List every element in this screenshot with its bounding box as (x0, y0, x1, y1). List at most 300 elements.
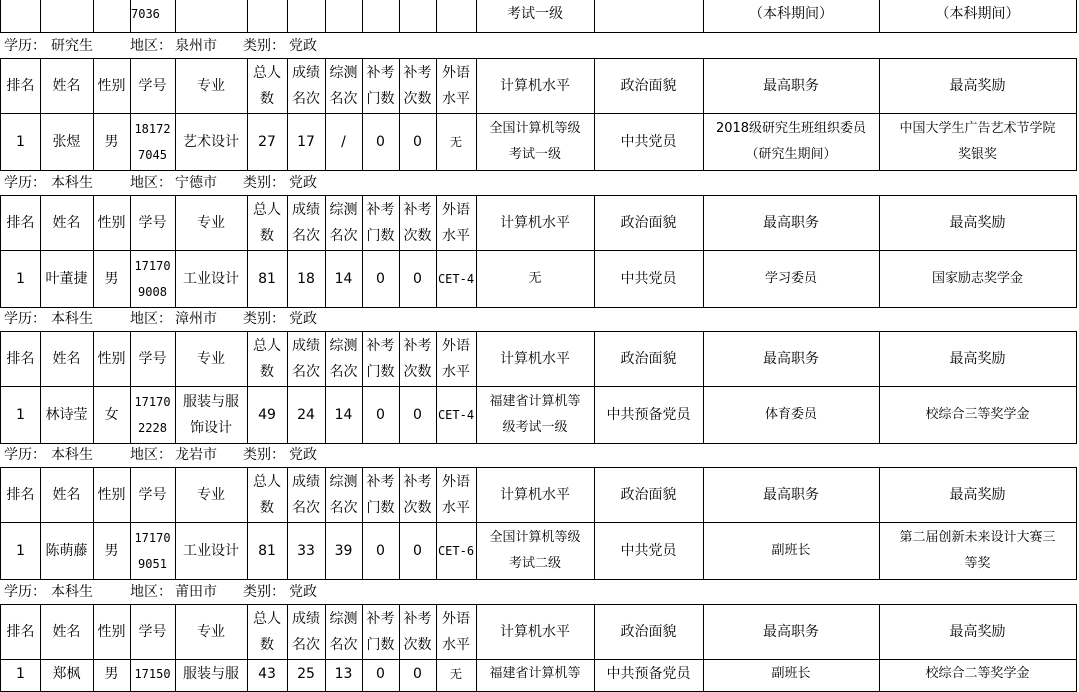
header-name-text: 姓名 (52, 487, 81, 503)
cell-major[interactable] (175, 660, 248, 692)
cell-lang[interactable] (436, 523, 477, 580)
cell-politics-text: 中共预备党员 (606, 407, 691, 423)
cell-rank[interactable] (0, 251, 41, 308)
cell-student-id[interactable] (130, 251, 176, 308)
cell-student-id[interactable] (130, 114, 176, 171)
cell-name[interactable] (40, 523, 94, 580)
cell-award-line: 第二届创新未来设计大赛三 (899, 530, 1056, 545)
header-politics-text: 政治面貌 (620, 215, 677, 231)
cell-name[interactable] (40, 660, 94, 692)
header-student-id[interactable] (130, 195, 176, 251)
header-politics[interactable] (594, 467, 704, 523)
cell-award[interactable] (879, 660, 1077, 692)
fragment-eval-rank-cell[interactable] (325, 0, 363, 33)
header-rank[interactable] (0, 331, 41, 387)
header-total-text (253, 197, 281, 249)
cell-gender[interactable] (93, 251, 131, 308)
header-grade-rank[interactable] (287, 331, 326, 387)
fragment-lang-cell[interactable] (436, 0, 477, 33)
cell-student-id-line: 17150 (134, 667, 171, 681)
header-retake-courses-line: 门数 (366, 500, 395, 516)
cell-gender[interactable] (93, 114, 131, 171)
cell-grade-rank[interactable] (287, 660, 326, 692)
cell-major-line: 饰设计 (190, 420, 232, 436)
fragment-rank-cell[interactable] (0, 0, 41, 33)
region-label: 地区： (130, 447, 172, 463)
header-student-id[interactable] (130, 331, 176, 387)
cell-student-id[interactable] (130, 387, 176, 444)
section-info (0, 308, 1079, 330)
header-grade-rank-line: 成绩 (292, 202, 320, 218)
header-computer[interactable] (476, 467, 595, 523)
header-retake-times-text (404, 333, 432, 385)
cell-computer[interactable] (476, 387, 595, 444)
header-total[interactable] (247, 467, 288, 523)
category-value: 党政 (289, 447, 317, 463)
header-retake-courses-line: 补考 (366, 474, 395, 490)
header-rank[interactable] (0, 195, 41, 251)
cell-computer-line: 级考试一级 (502, 420, 568, 435)
edu-value: 本科生 (51, 311, 93, 327)
header-name-text: 姓名 (52, 215, 81, 231)
fragment-retake-times-cell[interactable] (399, 0, 437, 33)
header-eval-rank-line: 名次 (329, 91, 358, 107)
header-total-line: 数 (260, 91, 274, 107)
header-computer[interactable] (476, 195, 595, 251)
header-politics[interactable] (594, 331, 704, 387)
cell-lang[interactable] (436, 387, 477, 444)
region-label: 地区： (130, 175, 172, 191)
header-position[interactable] (703, 331, 880, 387)
header-student-id[interactable] (130, 58, 176, 114)
header-retake-times[interactable] (399, 58, 437, 114)
header-retake-courses-line: 补考 (366, 202, 395, 218)
cell-student-id[interactable] (130, 523, 176, 580)
cell-eval-rank[interactable] (325, 251, 363, 308)
cell-major-line: 服装与服 (183, 394, 239, 410)
header-grade-rank-text (292, 60, 320, 112)
header-rank[interactable] (0, 604, 41, 660)
cell-award[interactable] (879, 387, 1077, 444)
cell-position[interactable] (703, 660, 880, 692)
cell-gender[interactable] (93, 523, 131, 580)
cell-award[interactable] (879, 114, 1077, 171)
cell-retake-courses[interactable] (362, 251, 400, 308)
header-position-text: 最高职务 (763, 487, 819, 503)
header-grade-rank[interactable] (287, 467, 326, 523)
header-grade-rank-line: 成绩 (292, 474, 320, 490)
header-gender[interactable] (93, 467, 131, 523)
header-lang-line: 水平 (442, 91, 470, 107)
cell-retake-times-text: 0 (413, 271, 422, 287)
cell-retake-courses[interactable] (362, 114, 400, 171)
cell-name[interactable] (40, 114, 94, 171)
fragment-total-cell[interactable] (247, 0, 288, 33)
cell-retake-times[interactable] (399, 523, 437, 580)
cell-grade-rank[interactable] (287, 387, 326, 444)
header-award-text: 最高奖励 (949, 215, 1006, 231)
header-major[interactable] (175, 331, 248, 387)
cell-student-id-text (134, 253, 170, 305)
cell-major[interactable] (175, 251, 248, 308)
cell-computer-text (489, 116, 580, 168)
cell-position[interactable] (703, 387, 880, 444)
cell-major-text (183, 538, 239, 564)
header-total-line: 数 (260, 500, 274, 516)
cell-position-text (765, 402, 817, 428)
header-student-id-text: 学号 (138, 78, 167, 94)
cell-lang-text: 无 (449, 667, 462, 681)
header-eval-rank-line: 综测 (329, 611, 358, 627)
header-name-text: 姓名 (52, 78, 81, 94)
header-name[interactable] (40, 604, 94, 660)
cell-grade-rank[interactable] (287, 114, 326, 171)
cell-eval-rank[interactable] (325, 660, 363, 692)
header-retake-courses-line: 补考 (366, 338, 395, 354)
header-eval-rank-text (330, 606, 358, 658)
header-eval-rank-text (330, 197, 358, 249)
header-total[interactable] (247, 195, 288, 251)
header-award[interactable] (879, 604, 1077, 660)
cell-gender-text: 男 (104, 666, 119, 682)
header-position[interactable] (703, 604, 880, 660)
header-retake-courses[interactable] (362, 58, 400, 114)
cell-computer-line: 考试二级 (508, 556, 561, 571)
header-award[interactable] (879, 195, 1077, 251)
cell-total-text: 81 (258, 271, 276, 287)
header-grade-rank-line: 成绩 (292, 338, 320, 354)
cell-position[interactable] (703, 251, 880, 308)
cell-retake-times[interactable] (399, 251, 437, 308)
header-total-text (253, 333, 281, 385)
header-award-text: 最高奖励 (949, 351, 1006, 367)
header-lang[interactable] (436, 331, 477, 387)
cell-retake-times-text: 0 (413, 543, 422, 559)
header-position[interactable] (703, 467, 880, 523)
cell-rank-text: 1 (16, 407, 25, 423)
header-retake-courses[interactable] (362, 195, 400, 251)
header-name[interactable] (40, 58, 94, 114)
edu-label: 学历： (4, 311, 46, 327)
fragment-computer-cell[interactable] (476, 0, 595, 33)
cell-grade-rank-text: 18 (297, 271, 315, 287)
header-eval-rank[interactable] (325, 467, 363, 523)
header-grade-rank-text (292, 197, 320, 249)
cell-computer[interactable] (476, 114, 595, 171)
cell-computer[interactable] (476, 660, 595, 692)
header-computer[interactable] (476, 58, 595, 114)
header-retake-times-text (404, 469, 432, 521)
cell-major[interactable] (175, 114, 248, 171)
fragment-retake-courses-cell[interactable] (362, 0, 400, 33)
cell-major[interactable] (175, 387, 248, 444)
cell-lang-text: CET-6 (437, 544, 475, 558)
cell-award-line: 等奖 (964, 556, 991, 571)
header-total[interactable] (247, 331, 288, 387)
header-eval-rank[interactable] (325, 604, 363, 660)
fragment-student-id-cell[interactable] (130, 0, 176, 33)
cell-total[interactable] (247, 660, 288, 692)
header-major[interactable] (175, 467, 248, 523)
header-gender[interactable] (93, 58, 131, 114)
header-eval-rank-line: 综测 (329, 338, 358, 354)
cell-politics[interactable] (594, 660, 704, 692)
header-eval-rank[interactable] (325, 195, 363, 251)
cell-rank-text: 1 (16, 666, 25, 682)
cell-retake-times-text: 0 (413, 134, 422, 150)
header-politics[interactable] (594, 195, 704, 251)
cell-position-text (771, 660, 810, 688)
cell-lang[interactable] (436, 660, 477, 692)
header-major[interactable] (175, 195, 248, 251)
header-computer-text: 计算机水平 (500, 215, 570, 231)
header-eval-rank-line: 综测 (329, 202, 358, 218)
header-politics[interactable] (594, 58, 704, 114)
header-retake-courses-line: 门数 (366, 91, 395, 107)
cell-award[interactable] (879, 523, 1077, 580)
header-retake-times[interactable] (399, 331, 437, 387)
header-total-line: 总人 (253, 202, 281, 218)
header-lang-text (442, 197, 470, 249)
cell-rank[interactable] (0, 387, 41, 444)
cell-name-text: 陈萌藤 (45, 543, 88, 559)
region-value: 泉州市 (175, 38, 217, 54)
fragment-grade-rank-cell[interactable] (287, 0, 326, 33)
cell-name[interactable] (40, 387, 94, 444)
header-gender[interactable] (93, 331, 131, 387)
header-lang-line: 水平 (442, 500, 470, 516)
cell-politics[interactable] (594, 114, 704, 171)
cell-computer-line: 福建省计算机等 (489, 666, 581, 681)
header-rank-text: 排名 (6, 487, 35, 503)
cell-position-line: 副班长 (771, 666, 811, 681)
header-major-text: 专业 (197, 487, 225, 503)
header-lang[interactable] (436, 467, 477, 523)
cell-politics-text: 中共党员 (620, 543, 677, 559)
header-total-line: 总人 (253, 338, 281, 354)
header-retake-courses[interactable] (362, 331, 400, 387)
header-eval-rank-line: 名次 (329, 228, 358, 244)
header-grade-rank[interactable] (287, 604, 326, 660)
cell-retake-courses-text: 0 (376, 543, 385, 559)
fragment-award-cell[interactable] (879, 0, 1077, 33)
cell-computer[interactable] (476, 251, 595, 308)
cell-student-id-line: 17170 (134, 395, 171, 409)
fragment-major-cell[interactable] (175, 0, 248, 33)
header-eval-rank-line: 名次 (329, 364, 358, 380)
header-total-line: 数 (260, 228, 274, 244)
header-computer-text: 计算机水平 (500, 624, 570, 640)
cell-lang-text: CET-4 (437, 272, 475, 286)
fragment-position-cell[interactable] (703, 0, 880, 33)
region-value: 莆田市 (175, 584, 217, 600)
cell-gender[interactable] (93, 660, 131, 692)
header-award[interactable] (879, 467, 1077, 523)
cell-grade-rank-text: 17 (297, 134, 315, 150)
cell-eval-rank[interactable] (325, 114, 363, 171)
header-eval-rank-text (330, 469, 358, 521)
header-position-text: 最高职务 (763, 215, 819, 231)
cell-major-line: 服装与服 (183, 666, 239, 682)
header-rank[interactable] (0, 58, 41, 114)
header-retake-times-text (404, 606, 432, 658)
header-retake-times[interactable] (399, 467, 437, 523)
header-rank-text: 排名 (6, 215, 35, 231)
header-lang-line: 水平 (442, 228, 470, 244)
cell-politics[interactable] (594, 251, 704, 308)
fragment-politics-cell[interactable] (594, 0, 704, 33)
cell-retake-times[interactable] (399, 114, 437, 171)
cell-total[interactable] (247, 114, 288, 171)
header-total[interactable] (247, 58, 288, 114)
header-name[interactable] (40, 467, 94, 523)
header-position-text: 最高职务 (763, 78, 819, 94)
cell-rank[interactable] (0, 523, 41, 580)
cell-total[interactable] (247, 251, 288, 308)
header-grade-rank-line: 名次 (292, 500, 320, 516)
cell-position[interactable] (703, 114, 880, 171)
cell-retake-courses-text: 0 (376, 407, 385, 423)
header-retake-courses-line: 补考 (366, 611, 395, 627)
fragment-gender-cell[interactable] (93, 0, 131, 33)
cell-major[interactable] (175, 523, 248, 580)
cell-lang[interactable] (436, 114, 477, 171)
header-retake-times-line: 次数 (403, 637, 432, 653)
edu-value: 研究生 (51, 38, 93, 54)
header-eval-rank[interactable] (325, 58, 363, 114)
category-label: 类别： (243, 38, 285, 54)
header-retake-times[interactable] (399, 604, 437, 660)
header-retake-times[interactable] (399, 195, 437, 251)
cell-eval-rank[interactable] (325, 523, 363, 580)
header-grade-rank[interactable] (287, 195, 326, 251)
edu-label: 学历： (4, 584, 46, 600)
header-politics-text: 政治面貌 (620, 78, 677, 94)
header-computer[interactable] (476, 604, 595, 660)
fragment-award-cell-text: （本科期间） (935, 6, 1020, 22)
cell-grade-rank-text: 33 (297, 543, 315, 559)
header-computer-text: 计算机水平 (500, 351, 570, 367)
cell-retake-times[interactable] (399, 660, 437, 692)
cell-retake-courses[interactable] (362, 387, 400, 444)
cell-rank[interactable] (0, 660, 41, 692)
edu-value: 本科生 (51, 584, 93, 600)
header-politics[interactable] (594, 604, 704, 660)
header-computer[interactable] (476, 331, 595, 387)
header-award[interactable] (879, 331, 1077, 387)
cell-gender[interactable] (93, 387, 131, 444)
header-gender-text: 性别 (97, 78, 126, 94)
category-value: 党政 (289, 175, 317, 191)
header-politics-text: 政治面貌 (620, 487, 677, 503)
cell-student-id-line: 18172 (134, 122, 171, 136)
header-gender[interactable] (93, 604, 131, 660)
cell-position-line: 体育委员 (764, 407, 817, 422)
cell-retake-courses[interactable] (362, 523, 400, 580)
cell-grade-rank[interactable] (287, 523, 326, 580)
cell-total[interactable] (247, 387, 288, 444)
header-eval-rank[interactable] (325, 331, 363, 387)
cell-name-text: 林诗莹 (45, 407, 88, 423)
header-total-text (253, 606, 281, 658)
header-student-id[interactable] (130, 467, 176, 523)
cell-eval-rank[interactable] (325, 387, 363, 444)
header-total-line: 总人 (253, 474, 281, 490)
cell-gender-text: 男 (104, 134, 119, 150)
fragment-name-cell[interactable] (40, 0, 94, 33)
header-eval-rank-line: 名次 (329, 500, 358, 516)
header-retake-courses[interactable] (362, 604, 400, 660)
header-lang[interactable] (436, 604, 477, 660)
category-label: 类别： (243, 175, 285, 191)
header-lang-line: 外语 (442, 611, 470, 627)
header-lang-line: 外语 (442, 338, 470, 354)
cell-award[interactable] (879, 251, 1077, 308)
section-info (0, 172, 1079, 194)
header-student-id-text: 学号 (138, 351, 167, 367)
cell-student-id-text (134, 525, 170, 577)
fragment-position-cell-text: （本科期间） (749, 6, 833, 22)
cell-politics[interactable] (594, 387, 704, 444)
header-award[interactable] (879, 58, 1077, 114)
header-position-text: 最高职务 (763, 351, 819, 367)
header-position[interactable] (703, 195, 880, 251)
header-rank-text: 排名 (6, 78, 35, 94)
header-grade-rank-line: 成绩 (292, 611, 320, 627)
header-name[interactable] (40, 331, 94, 387)
header-retake-courses-text (367, 469, 395, 521)
header-lang[interactable] (436, 58, 477, 114)
cell-grade-rank[interactable] (287, 251, 326, 308)
cell-name[interactable] (40, 251, 94, 308)
header-student-id[interactable] (130, 604, 176, 660)
header-retake-times-text (404, 197, 432, 249)
header-eval-rank-text (330, 333, 358, 385)
header-total[interactable] (247, 604, 288, 660)
cell-rank[interactable] (0, 114, 41, 171)
cell-retake-courses-text: 0 (376, 271, 385, 287)
header-lang-line: 外语 (442, 474, 470, 490)
cell-politics[interactable] (594, 523, 704, 580)
header-gender-text: 性别 (97, 215, 126, 231)
header-gender-text: 性别 (97, 351, 126, 367)
header-rank[interactable] (0, 467, 41, 523)
header-name-text: 姓名 (52, 351, 81, 367)
header-award-text: 最高奖励 (949, 624, 1006, 640)
header-name[interactable] (40, 195, 94, 251)
cell-retake-times[interactable] (399, 387, 437, 444)
cell-gender-text: 男 (104, 271, 119, 287)
header-major[interactable] (175, 604, 248, 660)
header-retake-times-line: 补考 (403, 611, 432, 627)
cell-retake-courses[interactable] (362, 660, 400, 692)
cell-student-id-line: 7045 (138, 148, 167, 162)
cell-student-id[interactable] (130, 660, 176, 692)
header-retake-courses[interactable] (362, 467, 400, 523)
header-grade-rank[interactable] (287, 58, 326, 114)
cell-computer[interactable] (476, 523, 595, 580)
cell-lang[interactable] (436, 251, 477, 308)
header-major[interactable] (175, 58, 248, 114)
cell-total[interactable] (247, 523, 288, 580)
header-position[interactable] (703, 58, 880, 114)
cell-position[interactable] (703, 523, 880, 580)
header-lang[interactable] (436, 195, 477, 251)
cell-grade-rank-text: 25 (297, 666, 315, 682)
header-grade-rank-line: 成绩 (292, 65, 320, 81)
header-gender[interactable] (93, 195, 131, 251)
cell-computer-line: 全国计算机等级 (489, 530, 581, 545)
